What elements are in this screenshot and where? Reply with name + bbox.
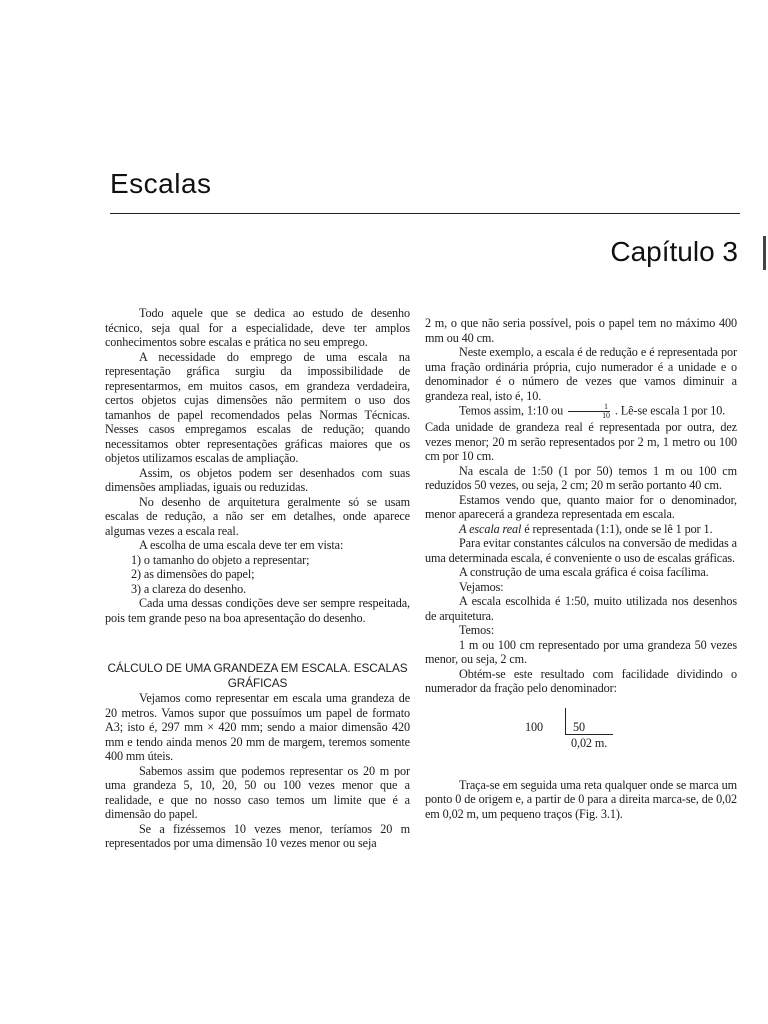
paragraph: Neste exemplo, a escala é de redução e é representada por uma fração ordinária própria, cujo numerador é a unidade e o denominador é o número de vezes que vamos diminuir a grandeza real, isto é, 10. [425, 345, 737, 403]
paragraph: Vejamos como representar em escala uma grandeza de 20 metros. Vamos supor que possuímos um papel de formato A3; isto é, 297 mm × 420 mm; sendo a maior dimensão 420 mm e tendo ainda menos 20 mm de margem, teremos somente 400 mm úteis. [105, 691, 410, 763]
left-column [105, 306, 410, 851]
paragraph: 2 m, o que não seria possível, pois o papel tem no máximo 400 mm ou 40 cm. [425, 316, 737, 345]
paragraph: A escolha de uma escala deve ter em vista: [139, 538, 344, 552]
paragraph: Temos: [459, 623, 495, 637]
fraction-numerator: 1 [568, 403, 610, 412]
paragraph: No desenho de arquitetura geralmente só se usam escalas de redução, a não ser em detalhes, onde aparece algumas vezes a escala real. [105, 494, 410, 538]
title-rule [110, 213, 740, 214]
list-item: 1) o tamanho do objeto a representar; [131, 552, 310, 567]
long-division [425, 708, 737, 768]
paragraph-rest: é representada (1:1), onde se lê 1 por 1. [521, 521, 713, 536]
paragraph-with-fraction [425, 403, 737, 420]
spacer [105, 625, 410, 661]
paragraph: A necessidade do emprego de uma escala na representação gráfica surgiu da impossibilidade de representarmos, em muitos casos, em grandeza verdadeira, certos objetos cujas dimensões não permitem o uso dos tamanhos de papel recomendados pelas Normas Técnicas. Nesses casos empregamos escalas de redução; quando necessitamos obter representações gráficas maiores que os objetos utilizamos escalas de ampliação. [105, 349, 410, 465]
paragraph: Obtém-se este resultado com facilidade dividindo o numerador da fração pelo denominador: [425, 666, 737, 695]
section-heading: CÁLCULO DE UMA GRANDEZA EM ESCALA. ESCALAS GRÁFICAS [107, 661, 408, 690]
paragraph: Vejamos: [459, 579, 504, 594]
list-item: 3) a clareza do desenho. [131, 581, 247, 596]
paragraph: Sabemos assim que podemos representar os 20 m por uma grandeza 5, 10, 20, 50 ou 100 vezes menor que a realidade, e que no nosso caso temos um limite que é a dimensão do papel. [105, 763, 410, 821]
paragraph [425, 522, 737, 537]
text-before-fraction: Temos assim, 1:10 ou [459, 403, 564, 418]
division-quotient: 0,02 m. [571, 735, 608, 750]
paragraph: Estamos vendo que, quanto maior for o denominador, menor aparecerá a grandeza representada em escala. [425, 492, 737, 521]
paragraph: Assim, os objetos podem ser desenhados com suas dimensões ampliadas, iguais ou reduzidas. [105, 465, 410, 494]
division-dividend: 100 [525, 719, 543, 734]
right-column [425, 316, 737, 821]
margin-mark [763, 236, 766, 270]
fraction [568, 403, 610, 420]
paragraph: 1 m ou 100 cm representado por uma grandeza 50 vezes menor, ou seja, 2 cm. [425, 637, 737, 666]
paragraph: Todo aquele que se dedica ao estudo de desenho técnico, seja qual for a especialidade, deve ter amplos conhecimentos sobre escalas e prática no seu emprego. [105, 306, 410, 349]
chapter-title: Escalas [110, 168, 212, 199]
division-vertical-bar [565, 708, 566, 734]
paragraph: Traça-se em seguida uma reta qualquer onde se marca um ponto 0 de origem e, a partir de 0 para a direita marca-se, de 0,02 em 0,02 m, um pequeno traços (Fig. 3.1). [425, 777, 737, 821]
division-divisor: 50 [573, 719, 585, 734]
chapter-number: Capítulo 3 [610, 236, 738, 267]
paragraph: Na escala de 1:50 (1 por 50) temos 1 m ou 100 cm reduzidos 50 vezes, ou seja, 2 cm; 20 m serão portanto 40 cm. [425, 463, 737, 492]
text-after-fraction: . Lê-se escala 1 por 10. [614, 403, 726, 418]
list-item: 2) as dimensões do papel; [131, 567, 255, 581]
fraction-denominator: 10 [602, 411, 610, 420]
division-horizontal-bar [565, 734, 613, 735]
paragraph: Para evitar constantes cálculos na conversão de medidas a uma determinada escala, é conveniente o uso de escalas gráficas. [425, 536, 737, 565]
italic-term: A escala real [459, 521, 522, 536]
paragraph: Se a fizéssemos 10 vezes menor, teríamos 20 m representados por uma dimensão 10 vezes menor ou seja [105, 821, 410, 850]
paragraph: A escala escolhida é 1:50, muito utilizada nos desenhos de arquitetura. [425, 594, 737, 623]
paragraph: Cada unidade de grandeza real é representada por outra, dez vezes menor; 20 m serão representados por 2 m, 1 metro ou 100 cm por 10 cm. [425, 420, 737, 463]
paragraph: A construção de uma escala gráfica é coisa facílima. [459, 565, 709, 579]
paragraph: Cada uma dessas condições deve ser sempre respeitada, pois tem grande peso na boa apresentação do desenho. [105, 596, 410, 625]
